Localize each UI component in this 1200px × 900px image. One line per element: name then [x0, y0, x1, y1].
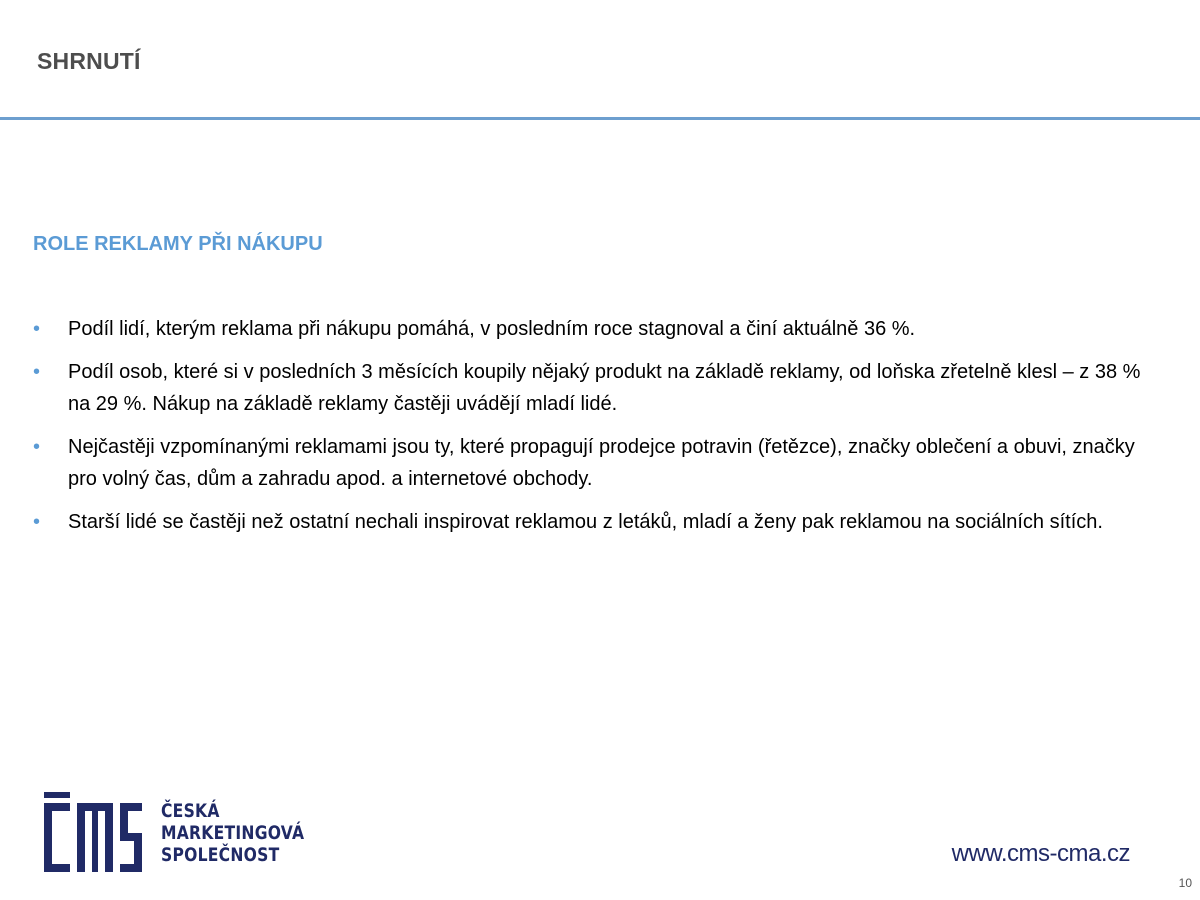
- logo-wordmark: [161, 800, 336, 866]
- list-item: [33, 356, 1153, 420]
- list-item: [33, 506, 1153, 538]
- bullet-icon: •: [33, 361, 41, 383]
- section-heading: ROLE REKLAMY PŘI NÁKUPU: [33, 233, 323, 255]
- website-link[interactable]: www.cms-cma.cz: [951, 840, 1130, 867]
- cms-logo-icon: [44, 792, 144, 874]
- company-logo: [44, 792, 314, 874]
- bullet-text: Podíl osob, které si v posledních 3 měsících koupily nějaký produkt na základě reklamy, od loňska zřetelně klesl – z 38 % na 29 %. Nákup na základě reklamy častěji uvádějí mladí lidé.: [68, 361, 1141, 415]
- list-item: [33, 431, 1153, 495]
- bullet-icon: •: [33, 318, 41, 340]
- logo-line: SPOLEČNOST: [161, 844, 280, 866]
- bullet-text: Podíl lidí, kterým reklama při nákupu pomáhá, v posledním roce stagnoval a činí aktuálně 36 %.: [68, 318, 916, 340]
- page-title: SHRNUTÍ: [37, 48, 141, 74]
- logo-line: MARKETINGOVÁ: [161, 822, 305, 844]
- bullet-list: [33, 313, 1153, 549]
- header-divider: [0, 117, 1200, 120]
- bullet-icon: •: [33, 511, 41, 533]
- bullet-text: Nejčastěji vzpomínanými reklamami jsou ty, které propagují prodejce potravin (řetězce), značky oblečení a obuvi, značky pro volný čas, dům a zahradu apod. a internetové obchody.: [68, 436, 1135, 490]
- page-number: 10: [1178, 876, 1192, 890]
- bullet-icon: •: [33, 436, 41, 458]
- bullet-text: Starší lidé se častěji než ostatní nechali inspirovat reklamou z letáků, mladí a ženy pak reklamou na sociálních sítích.: [68, 511, 1103, 533]
- logo-line: ČESKÁ: [161, 800, 220, 822]
- list-item: [33, 313, 1153, 345]
